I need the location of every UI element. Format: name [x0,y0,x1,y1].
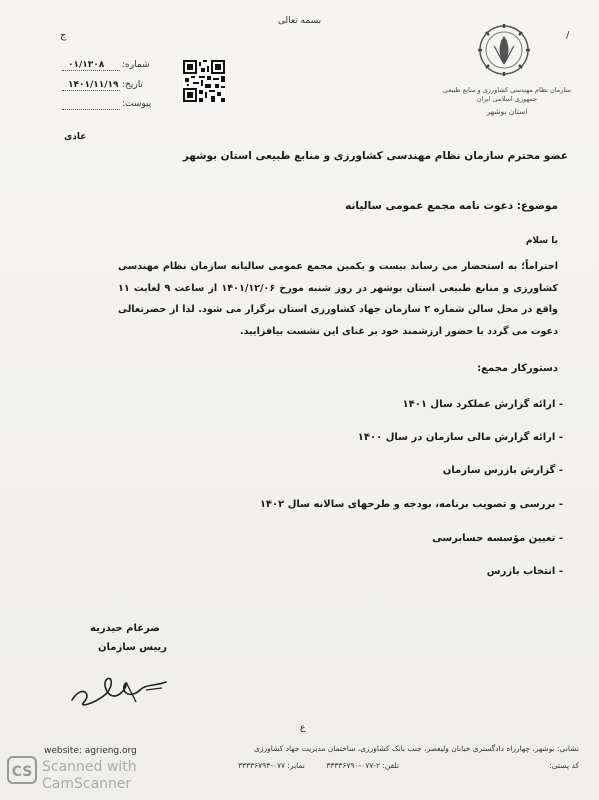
footer-address: نشانی: بوشهر، چهارراه دادگستری خیابان ولیعصر، جنب بانک کشاورزی، ساختمان مدیریت جهاد کشاورزی [253,744,579,753]
camscanner-line-2: CamScanner [42,776,132,792]
org-name: سازمان نظام مهندسی کشاورزی و منابع طبیعی [443,86,571,94]
number-label: شماره: [122,60,150,70]
small-mark: ع [300,723,306,733]
agenda-heading: دستورکار مجمع: [477,363,558,374]
agenda-item-6: - انتخاب بازرس [486,566,563,577]
signer-title: رییس سازمان [98,642,168,653]
agenda-item-1: - ارائه گزارش عملکرد سال ۱۴۰۱ [402,399,563,410]
date-dotline [62,82,120,91]
footer-fax: نمابر: ۰۷۷-۳۳۳۳۶۷۹۳ [238,761,305,770]
corner-mark-right: / [566,30,570,41]
date-label: تاریخ: [122,80,143,90]
footer-phone: تلفن: ۲-۰۷۷-۳۳۳۳۶۷۹۰ [326,761,399,770]
number-dotline [62,62,120,71]
date-value: ۱۴۰۱/۱۱/۱۹ [68,80,119,90]
body-paragraph: احتراماً؛ به استحضار می رساند بیست و یکمین مجمع عمومی سالیانه سازمان نظام مهندسی کشاورزی و منابع طبیعی استان بوشهر در روز شنبه مورخ ۱۴۰۱/۱۲/۰۶ از ساعت ۹ لغایت ۱۱ واقع در محل سالن شماره ۲ سازمان جهاد کشاورزی استان برگزار می شود. لذا از حضرتعالی دعوت می گردد با حضور ارزشمند خود بر غنای این نشست بیافزایید. [118,261,559,337]
attachment-label: پیوست: [122,99,152,109]
number-value: ۰۱/۱۳۰۸ [68,60,105,70]
bismillah-header: بسمه تعالی [277,16,322,26]
footer-website: website: agrieng.org [44,746,137,756]
organization-logo [460,22,548,84]
footer-postal-code: کد پستی: [549,761,579,770]
agenda-item-5: - تعیین مؤسسه حسابرسی [432,533,563,544]
camscanner-logo: CS [7,756,37,784]
subject-line: موضوع: دعوت نامه مجمع عمومی سالیانه [345,200,558,212]
addressee: عضو محترم سازمان نظام مهندسی کشاورزی و منابع طبیعی استان بوشهر [182,150,568,162]
handwritten-signature [66,664,176,710]
signer-name: ضرغام حیدریه [90,623,160,634]
agenda-item-2: - ارائه گزارش مالی سازمان در سال ۱۴۰۰ [357,432,563,443]
priority-label: عادی [64,132,87,142]
qr-code [183,60,225,102]
agenda-item-4: - بررسی و تصویب برنامه، بودجه و طرحهای سالانه سال ۱۴۰۲ [259,499,563,510]
corner-mark-left: ج [60,30,67,41]
org-province: استان بوشهر [486,107,528,116]
agenda-item-3: - گزارش بازرس سازمان [442,465,563,476]
camscanner-line-1: Scanned with [42,759,137,775]
greeting: با سلام [525,236,558,246]
attachment-dotline [62,101,120,110]
org-country: جمهوری اسلامی ایران [476,95,538,103]
